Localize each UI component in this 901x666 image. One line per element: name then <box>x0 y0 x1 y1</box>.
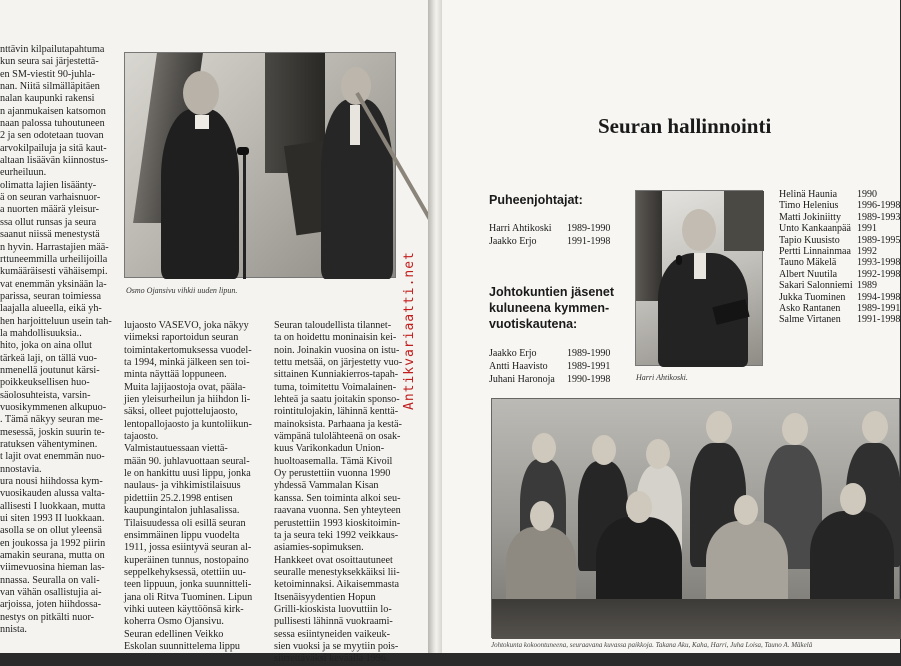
text-line: mesessä, joskin suurin te- <box>0 426 105 438</box>
text-line: t lajit ovat enemmän nuo- <box>0 451 105 463</box>
member-years: 1992-1998 <box>857 268 901 280</box>
text-line: noin. Joinakin vuosina on istu- <box>274 344 400 356</box>
text-line: kuus Varikonkadun Union- <box>274 443 385 455</box>
text-line: siirrettäväksi keväällä 1996. <box>274 653 389 665</box>
member-name: Salme Virtanen <box>779 314 841 326</box>
text-line: vämpänä tulolähteenä on osak- <box>274 431 401 443</box>
text-line: ratuksen vähentyminen. <box>0 439 98 450</box>
member-years: 1996-1998 <box>857 200 901 212</box>
chairman-portrait-photo <box>635 190 763 366</box>
text-line: le on hankittu uusi lippu, jonka <box>124 468 251 480</box>
text-line: viimeksi raportoidun seuran <box>124 332 239 344</box>
roster-row <box>779 303 900 314</box>
text-line: mään 90. juhlavuottaan seural- <box>124 455 250 467</box>
text-line: lehteä ja saatu joitakin sponso- <box>274 394 400 406</box>
text-line: Muita lajijaostoja ovat, pääla- <box>124 381 246 393</box>
text-line: laajalla alueella, eikä yh- <box>0 303 102 315</box>
flag-photo-caption: Osmo Ojansivu vihkii uuden lipun. <box>126 286 238 295</box>
text-line: 2 ja sen odotetaan tuovan <box>0 130 104 142</box>
chairman-photo-caption: Harri Ahtikoski. <box>636 373 688 382</box>
text-line: vihki uuteen käyttöönsä kirk- <box>124 603 244 615</box>
text-line: altaan lisäävän kiinnostus- <box>0 155 109 167</box>
roster-row <box>489 222 610 235</box>
text-line: säksi, olleet pujottelujaosto, <box>124 406 238 418</box>
text-line: van vähän osallistujia ai- <box>0 587 102 599</box>
book-gutter <box>428 0 442 653</box>
text-line: minta näyttää loppuneen. <box>124 369 227 381</box>
member-years: 1990 <box>857 189 877 200</box>
member-name: Asko Rantanen <box>779 303 841 315</box>
text-line: nmenellä joutunut kärsi- <box>0 364 100 376</box>
text-line: saanut niissä menestystä <box>0 229 100 241</box>
member-years: 1989-1995 <box>857 234 901 246</box>
text-line: asiamies-sopimuksen. <box>274 542 364 554</box>
text-line: olimatta lajien lisäänty- <box>0 179 97 191</box>
member-name: Jaakko Erjo <box>489 348 537 359</box>
member-years: 1989 <box>857 280 877 292</box>
text-line: . Tämä näkyy seuran me- <box>0 414 104 426</box>
text-column-3 <box>274 320 416 666</box>
text-line: huoltoasemalla. Tämä Kivoil <box>274 455 393 467</box>
text-line: kuperäinen tunnus, nostopaino <box>124 554 249 566</box>
chairmen-list <box>489 222 610 248</box>
text-line: Seuran taloudellista tilannet- <box>274 320 392 331</box>
text-line: lentopallojaosto ja kuntoliikun- <box>124 418 252 430</box>
text-line: sittainen Kunniakierros-tapah- <box>274 369 399 381</box>
text-line: a nuorten määrä yleisur- <box>0 204 100 216</box>
roster-row <box>779 200 900 211</box>
text-line: nnassa. Seuralla on vali- <box>0 574 100 586</box>
text-line: Eskolan suunnittelema lippu <box>124 640 241 652</box>
text-line: tettu metsää, on järjestetty vuo- <box>274 357 403 369</box>
text-line: Seuran edellinen Veikko <box>124 628 224 640</box>
roster-row <box>779 314 900 325</box>
text-line: lujaosto VASEVO, joka näkyy <box>124 320 249 331</box>
text-line: jien yleisurheilun ja hiihdon li- <box>124 394 251 406</box>
member-name: Tapio Kuusisto <box>779 234 840 246</box>
text-line: sien vuoksi ja se myytiin pois- <box>274 640 399 652</box>
board-list-left <box>489 347 610 386</box>
text-line: 1911, jossa esiintyvä seuran al- <box>124 542 252 554</box>
text-line: Hankkeet ovat osoittautuneet <box>274 554 393 566</box>
member-years: 1989-1991 <box>857 303 901 315</box>
text-line: nan. Niitä silmälläpitäen <box>0 81 100 93</box>
text-line: kumääräisesti vähäisempi. <box>0 266 108 278</box>
text-line: ä on seuran varhaisnuor- <box>0 192 101 204</box>
text-line: tärkeä laji, on tällä vuo- <box>0 352 98 364</box>
text-line: ta 1994, minkä jälkeen sen toi- <box>124 357 250 369</box>
text-line: kun seura sai järjestettä- <box>0 56 99 68</box>
text-line: n ajanmukaisen katsomon <box>0 105 106 117</box>
text-line: ssa ollut runsas ja seura <box>0 216 97 228</box>
page-heading: Seuran hallinnointi <box>598 114 772 138</box>
text-line: ketoiminnaksi. Aikaisemmasta <box>274 579 400 591</box>
text-line: en joukossa ja 1992 piirin <box>0 537 106 549</box>
text-line: amakin seurana, mutta on <box>0 550 105 562</box>
roster-row <box>779 280 900 291</box>
text-line: vat enemmän yksinään la- <box>0 278 107 290</box>
member-years: 1992 <box>857 246 877 258</box>
text-line: nestys on pitkälti nuor- <box>0 611 95 623</box>
member-name: Helinä Haunia <box>779 189 838 200</box>
roster-row <box>779 189 900 200</box>
board-list-right <box>779 189 900 326</box>
text-line: yhdessä Vammalan Kisan <box>274 480 379 492</box>
member-name: Juhani Haronoja <box>489 374 555 385</box>
member-name: Jaakko Erjo <box>489 236 537 247</box>
text-line: hen harjoitteluun usein tah- <box>0 315 112 327</box>
roster-row <box>779 223 900 234</box>
roster-row <box>779 292 900 303</box>
text-line: n hyvin. Harrastajien mää- <box>0 241 109 253</box>
text-line: Valmistautuessaan viettä- <box>124 443 228 455</box>
text-line: vuosikymmenen alkupuo- <box>0 401 107 413</box>
text-line: seuralle menestyksekkäiksi lii- <box>274 566 400 578</box>
text-line: sessa esiintyneiden vaikeuk- <box>274 628 390 640</box>
text-line: rttuneemmilla urheilijoilla <box>0 253 108 265</box>
member-name: Sakari Salonniemi <box>779 280 853 292</box>
text-line: säolosuhteista, varsin- <box>0 389 91 401</box>
text-line: ui siten 1993 II luokkaan. <box>0 513 105 525</box>
member-name: Antti Haavisto <box>489 361 548 372</box>
text-line: kanssa. Sen toiminta alkoi seu- <box>274 492 401 504</box>
text-line: eurheiluun. <box>0 167 47 179</box>
text-line: pidettiin 25.2.1998 entisen <box>124 492 233 504</box>
text-line: poikkeuksellisen huo- <box>0 377 90 389</box>
member-years: 1991 <box>857 223 877 235</box>
member-years: 1989-1991 <box>567 361 611 372</box>
text-line: arvokilpailuja ja sitä kaut- <box>0 142 107 154</box>
text-line: kaupungintalon juhlasalissa. <box>124 505 240 517</box>
member-name: Timo Helenius <box>779 200 839 212</box>
roster-row <box>489 360 610 373</box>
roster-row <box>489 235 610 248</box>
text-line: vuosikauden alussa valta- <box>0 488 105 500</box>
roster-row <box>489 373 610 386</box>
text-line: nnista. <box>0 624 27 636</box>
text-line: pullisesti lähinnä vuokraami- <box>274 616 393 628</box>
text-line: rointitulojakin, lähinnä kenttä- <box>274 406 399 418</box>
text-line: ta ja seura teki 1992 veikkaus- <box>274 529 399 541</box>
text-line: ura nousi hiihdossa kym- <box>0 476 103 488</box>
chairmen-heading: Puheenjohtajat: <box>489 193 583 207</box>
member-name: Tauno Mäkelä <box>779 257 837 269</box>
member-years: 1993-1998 <box>857 257 901 269</box>
member-years: 1994-1998 <box>857 291 901 303</box>
roster-row <box>779 235 900 246</box>
left-page <box>0 0 428 665</box>
text-line: arjoissa, joten hiihdossa- <box>0 599 102 611</box>
roster-row <box>779 269 900 280</box>
text-line: nttävin kilpailutapahtuma <box>0 44 105 55</box>
member-name: Pertti Linnainmaa <box>779 246 851 258</box>
watermark-text: Antikvariaatti.net <box>402 251 417 410</box>
text-line: Itsenäisyydentien Hopun <box>274 591 376 603</box>
member-years: 1989-1993 <box>857 211 901 223</box>
group-photo-caption: Johtokunta kokoontuneena, seuraavana kuvassa paikkoja. Takana Aku, Kaha, Harri, Juha Loisa, Tauno A. Mäkelä <box>491 641 813 649</box>
text-line: naan palossa tuhoutuneen <box>0 118 105 130</box>
text-line: ensimmäinen lippu vuodelta <box>124 529 240 541</box>
member-years: 1991-1998 <box>567 236 611 247</box>
text-line: teen lippuun, jonka suunnitteli- <box>124 579 252 591</box>
roster-row <box>489 347 610 360</box>
text-line: ta on hoidettu moninaisin kei- <box>274 332 397 344</box>
text-line: allisesti I luokkaan, mutta <box>0 500 106 512</box>
member-name: Harri Ahtikoski <box>489 223 552 234</box>
text-line: parissa, seuran toimiessa <box>0 290 101 302</box>
member-name: Matti Jokiniitty <box>779 211 841 223</box>
text-line: Oy perustettiin vuonna 1990 <box>274 468 391 480</box>
roster-row <box>779 212 900 223</box>
text-line: toimintakertomuksessa vuodel- <box>124 344 252 356</box>
text-line: seppelkehyksessä, otettiin uu- <box>124 566 246 578</box>
text-line: Grilli-kioskista luovuttiin lo- <box>274 603 392 615</box>
text-line: perustettiin 1993 kioskitoimin- <box>274 517 401 529</box>
text-line: en SM-viestit 90-juhla- <box>0 68 96 80</box>
board-group-photo <box>491 398 900 638</box>
member-years: 1990-1998 <box>567 374 611 385</box>
text-line: nalan kaupunki rakensi <box>0 93 95 105</box>
flag-ceremony-photo <box>124 52 396 278</box>
member-name: Jukka Tuominen <box>779 291 846 303</box>
roster-row <box>779 257 900 268</box>
roster-row <box>779 246 900 257</box>
member-name: Unto Kankaanpää <box>779 223 851 235</box>
member-years: 1989-1990 <box>567 223 611 234</box>
text-column-1 <box>0 44 110 637</box>
text-column-2 <box>124 320 256 653</box>
board-heading: Johtokuntien jäsenet kuluneena kymmen-vuotiskautena: <box>489 285 615 331</box>
text-line: asolla se on ollut yleensä <box>0 525 102 537</box>
text-line: viimevuosina hieman las- <box>0 562 105 574</box>
member-name: Albert Nuutila <box>779 268 838 280</box>
text-line: raavana vuonna. Sen yhteyteen <box>274 505 401 517</box>
member-years: 1989-1990 <box>567 348 611 359</box>
text-line: jana oli Ritva Tuominen. Lipun <box>124 591 253 603</box>
text-line: mainoksista. Parhaana ja kestä- <box>274 418 402 430</box>
text-line: nnostavia. <box>0 463 42 475</box>
text-line: Tilaisuudessa oli esillä seuran <box>124 517 246 529</box>
text-line: la mahdollisuuksia.. <box>0 327 82 339</box>
member-years: 1991-1998 <box>857 314 901 326</box>
text-line: koherra Osmo Ojansivu. <box>124 616 224 628</box>
text-line: naulaus- ja vihkimistilaisuus <box>124 480 241 492</box>
text-line: hito, joka on aina ollut <box>0 340 92 352</box>
text-line: tuma, toimitettu Voimalainen- <box>274 381 397 393</box>
text-line: tajaosto. <box>124 431 159 443</box>
